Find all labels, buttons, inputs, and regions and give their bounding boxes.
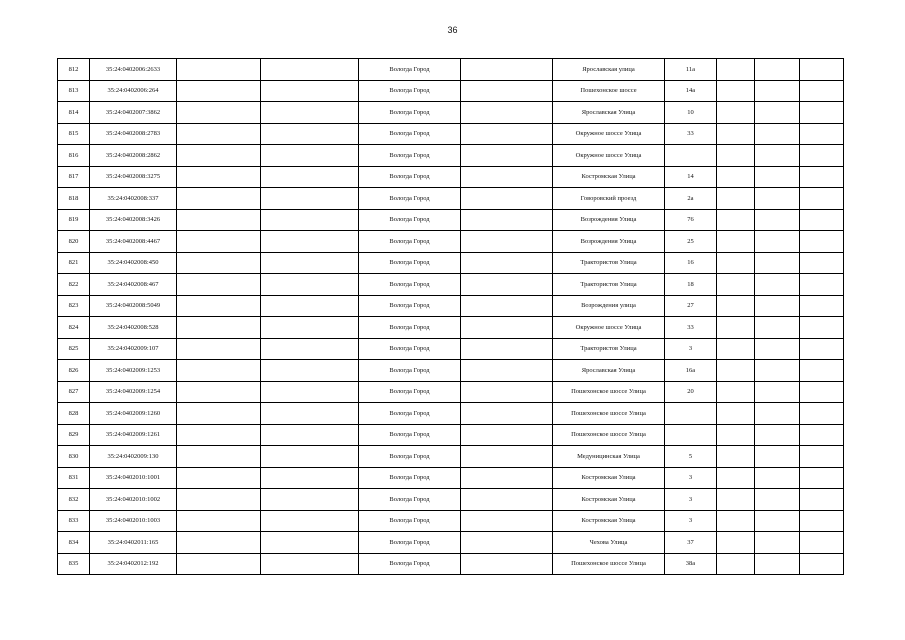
house-number-cell: 11а: [665, 59, 717, 81]
empty-cell: [177, 553, 261, 575]
empty-cell: [261, 403, 359, 425]
row-number-cell: 829: [58, 424, 90, 446]
empty-cell: [461, 532, 553, 554]
empty-cell: [461, 102, 553, 124]
cadastral-number-cell: 35:24:0402009:107: [90, 338, 177, 360]
city-cell: Вологда Город: [359, 188, 461, 210]
table-row: [58, 510, 844, 532]
row-number-cell: 814: [58, 102, 90, 124]
house-number-cell: 76: [665, 209, 717, 231]
empty-cell: [177, 446, 261, 468]
table-row: [58, 532, 844, 554]
empty-cell: [177, 467, 261, 489]
empty-cell: [177, 188, 261, 210]
city-cell: Вологда Город: [359, 317, 461, 339]
table-row: [58, 424, 844, 446]
city-cell: Вологда Город: [359, 424, 461, 446]
table-row: [58, 317, 844, 339]
empty-cell: [800, 510, 844, 532]
table-row: [58, 467, 844, 489]
house-number-cell: 33: [665, 317, 717, 339]
city-cell: Вологда Город: [359, 274, 461, 296]
empty-cell: [755, 467, 800, 489]
street-cell: Костромская Улица: [553, 166, 665, 188]
page-number: 36: [447, 25, 458, 35]
row-number-cell: 813: [58, 80, 90, 102]
cadastral-number-cell: 35:24:0402009:130: [90, 446, 177, 468]
empty-cell: [177, 424, 261, 446]
empty-cell: [177, 381, 261, 403]
table-row: [58, 166, 844, 188]
empty-cell: [755, 102, 800, 124]
cadastral-number-cell: 35:24:0402006:2633: [90, 59, 177, 81]
empty-cell: [717, 532, 755, 554]
cadastral-number-cell: 35:24:0402011:165: [90, 532, 177, 554]
empty-cell: [755, 274, 800, 296]
house-number-cell: 5: [665, 446, 717, 468]
street-cell: Костромская Улица: [553, 510, 665, 532]
empty-cell: [717, 231, 755, 253]
empty-cell: [177, 274, 261, 296]
empty-cell: [261, 188, 359, 210]
street-cell: Возрождения улица: [553, 295, 665, 317]
empty-cell: [461, 467, 553, 489]
row-number-cell: 819: [58, 209, 90, 231]
empty-cell: [261, 553, 359, 575]
cadastral-number-cell: 35:24:0402008:3426: [90, 209, 177, 231]
empty-cell: [755, 209, 800, 231]
row-number-cell: 831: [58, 467, 90, 489]
empty-cell: [261, 532, 359, 554]
empty-cell: [261, 145, 359, 167]
street-cell: Окружное шоссе Улица: [553, 317, 665, 339]
house-number-cell: 3: [665, 467, 717, 489]
empty-cell: [177, 80, 261, 102]
empty-cell: [261, 231, 359, 253]
street-cell: Пошехонское шоссе Улица: [553, 403, 665, 425]
empty-cell: [717, 188, 755, 210]
empty-cell: [261, 80, 359, 102]
empty-cell: [461, 424, 553, 446]
empty-cell: [261, 338, 359, 360]
empty-cell: [800, 360, 844, 382]
empty-cell: [755, 252, 800, 274]
empty-cell: [717, 338, 755, 360]
empty-cell: [800, 252, 844, 274]
empty-cell: [461, 274, 553, 296]
empty-cell: [755, 123, 800, 145]
row-number-cell: 832: [58, 489, 90, 511]
city-cell: Вологда Город: [359, 381, 461, 403]
cadastral-number-cell: 35:24:0402010:1002: [90, 489, 177, 511]
city-cell: Вологда Город: [359, 360, 461, 382]
row-number-cell: 823: [58, 295, 90, 317]
empty-cell: [717, 209, 755, 231]
cadastral-number-cell: 35:24:0402008:528: [90, 317, 177, 339]
empty-cell: [177, 209, 261, 231]
table-row: [58, 209, 844, 231]
empty-cell: [177, 532, 261, 554]
empty-cell: [177, 145, 261, 167]
table-row: [58, 123, 844, 145]
street-cell: Возрождения Улица: [553, 209, 665, 231]
cadastral-number-cell: 35:24:0402012:192: [90, 553, 177, 575]
house-number-cell: 3: [665, 489, 717, 511]
house-number-cell: 27: [665, 295, 717, 317]
empty-cell: [261, 446, 359, 468]
empty-cell: [800, 403, 844, 425]
empty-cell: [755, 317, 800, 339]
empty-cell: [261, 510, 359, 532]
table-row: [58, 80, 844, 102]
empty-cell: [461, 360, 553, 382]
empty-cell: [755, 166, 800, 188]
empty-cell: [261, 360, 359, 382]
city-cell: Вологда Город: [359, 403, 461, 425]
empty-cell: [461, 295, 553, 317]
house-number-cell: [665, 424, 717, 446]
city-cell: Вологда Город: [359, 295, 461, 317]
street-cell: Костромская Улица: [553, 467, 665, 489]
empty-cell: [800, 553, 844, 575]
house-number-cell: [665, 145, 717, 167]
city-cell: Вологда Город: [359, 446, 461, 468]
street-cell: Возрождения Улица: [553, 231, 665, 253]
empty-cell: [800, 188, 844, 210]
street-cell: Трактористов Улица: [553, 274, 665, 296]
cadastral-number-cell: 35:24:0402008:3275: [90, 166, 177, 188]
empty-cell: [717, 123, 755, 145]
street-cell: Пошехонское шоссе Улица: [553, 381, 665, 403]
empty-cell: [717, 489, 755, 511]
street-cell: Костромская Улица: [553, 489, 665, 511]
empty-cell: [461, 123, 553, 145]
empty-cell: [755, 295, 800, 317]
empty-cell: [261, 467, 359, 489]
cadastral-number-cell: 35:24:0402008:2783: [90, 123, 177, 145]
empty-cell: [461, 231, 553, 253]
empty-cell: [800, 274, 844, 296]
table-row: [58, 381, 844, 403]
empty-cell: [717, 59, 755, 81]
empty-cell: [800, 381, 844, 403]
empty-cell: [755, 338, 800, 360]
table-row: [58, 489, 844, 511]
cadastral-number-cell: 35:24:0402010:1001: [90, 467, 177, 489]
row-number-cell: 817: [58, 166, 90, 188]
empty-cell: [461, 209, 553, 231]
empty-cell: [261, 102, 359, 124]
empty-cell: [755, 553, 800, 575]
empty-cell: [177, 317, 261, 339]
empty-cell: [755, 59, 800, 81]
empty-cell: [755, 231, 800, 253]
city-cell: Вологда Город: [359, 102, 461, 124]
house-number-cell: 16а: [665, 360, 717, 382]
table-row: [58, 360, 844, 382]
empty-cell: [177, 360, 261, 382]
empty-cell: [800, 166, 844, 188]
row-number-cell: 822: [58, 274, 90, 296]
house-number-cell: 25: [665, 231, 717, 253]
city-cell: Вологда Город: [359, 59, 461, 81]
empty-cell: [717, 510, 755, 532]
house-number-cell: 10: [665, 102, 717, 124]
cadastral-number-cell: 35:24:0402008:5049: [90, 295, 177, 317]
street-cell: Пошехонское шоссе Улица: [553, 553, 665, 575]
empty-cell: [261, 317, 359, 339]
empty-cell: [177, 59, 261, 81]
empty-cell: [261, 295, 359, 317]
empty-cell: [177, 123, 261, 145]
empty-cell: [800, 338, 844, 360]
table-row: [58, 102, 844, 124]
empty-cell: [717, 424, 755, 446]
empty-cell: [177, 338, 261, 360]
table-row: [58, 338, 844, 360]
empty-cell: [717, 145, 755, 167]
row-number-cell: 825: [58, 338, 90, 360]
city-cell: Вологда Город: [359, 467, 461, 489]
row-number-cell: 820: [58, 231, 90, 253]
empty-cell: [717, 317, 755, 339]
empty-cell: [461, 446, 553, 468]
row-number-cell: 812: [58, 59, 90, 81]
empty-cell: [261, 59, 359, 81]
empty-cell: [461, 489, 553, 511]
empty-cell: [717, 446, 755, 468]
registry-body: [58, 59, 844, 575]
street-cell: Ярославская Улица: [553, 360, 665, 382]
empty-cell: [461, 510, 553, 532]
house-number-cell: 3: [665, 510, 717, 532]
table-row: [58, 231, 844, 253]
street-cell: Пошехонское шоссе Улица: [553, 424, 665, 446]
table-row: [58, 446, 844, 468]
cadastral-number-cell: 35:24:0402008:4467: [90, 231, 177, 253]
house-number-cell: 2а: [665, 188, 717, 210]
empty-cell: [800, 59, 844, 81]
empty-cell: [800, 145, 844, 167]
city-cell: Вологда Город: [359, 553, 461, 575]
empty-cell: [800, 295, 844, 317]
empty-cell: [261, 489, 359, 511]
empty-cell: [800, 489, 844, 511]
empty-cell: [461, 553, 553, 575]
empty-cell: [800, 102, 844, 124]
row-number-cell: 834: [58, 532, 90, 554]
cadastral-number-cell: 35:24:0402009:1260: [90, 403, 177, 425]
house-number-cell: 20: [665, 381, 717, 403]
row-number-cell: 821: [58, 252, 90, 274]
row-number-cell: 833: [58, 510, 90, 532]
empty-cell: [717, 381, 755, 403]
empty-cell: [755, 360, 800, 382]
empty-cell: [717, 295, 755, 317]
street-cell: Ярославская улица: [553, 59, 665, 81]
empty-cell: [461, 80, 553, 102]
empty-cell: [177, 403, 261, 425]
empty-cell: [261, 274, 359, 296]
city-cell: Вологда Город: [359, 209, 461, 231]
street-cell: Трактористов Улица: [553, 338, 665, 360]
row-number-cell: 818: [58, 188, 90, 210]
empty-cell: [461, 188, 553, 210]
street-cell: Пошехонское шоссе: [553, 80, 665, 102]
cadastral-number-cell: 35:24:0402007:3862: [90, 102, 177, 124]
empty-cell: [461, 59, 553, 81]
empty-cell: [177, 489, 261, 511]
empty-cell: [755, 188, 800, 210]
house-number-cell: 14: [665, 166, 717, 188]
empty-cell: [755, 532, 800, 554]
empty-cell: [717, 102, 755, 124]
street-cell: Говоровский проезд: [553, 188, 665, 210]
table-row: [58, 295, 844, 317]
city-cell: Вологда Город: [359, 145, 461, 167]
empty-cell: [261, 252, 359, 274]
table-row: [58, 188, 844, 210]
empty-cell: [717, 252, 755, 274]
table-row: [58, 59, 844, 81]
street-cell: Окружное шоссе Улица: [553, 123, 665, 145]
city-cell: Вологда Город: [359, 252, 461, 274]
street-cell: Трактористов Улица: [553, 252, 665, 274]
empty-cell: [461, 252, 553, 274]
empty-cell: [800, 209, 844, 231]
empty-cell: [717, 274, 755, 296]
empty-cell: [461, 381, 553, 403]
empty-cell: [461, 338, 553, 360]
cadastral-number-cell: 35:24:0402008:2862: [90, 145, 177, 167]
table-row: [58, 274, 844, 296]
city-cell: Вологда Город: [359, 231, 461, 253]
empty-cell: [755, 489, 800, 511]
empty-cell: [755, 403, 800, 425]
house-number-cell: [665, 403, 717, 425]
city-cell: Вологда Город: [359, 123, 461, 145]
street-cell: Окружное шоссе Улица: [553, 145, 665, 167]
table-row: [58, 252, 844, 274]
empty-cell: [717, 403, 755, 425]
empty-cell: [755, 381, 800, 403]
row-number-cell: 826: [58, 360, 90, 382]
city-cell: Вологда Город: [359, 510, 461, 532]
empty-cell: [261, 209, 359, 231]
cadastral-number-cell: 35:24:0402009:1261: [90, 424, 177, 446]
registry-table: [57, 58, 844, 575]
empty-cell: [755, 145, 800, 167]
row-number-cell: 830: [58, 446, 90, 468]
empty-cell: [177, 295, 261, 317]
empty-cell: [717, 553, 755, 575]
table-row: [58, 553, 844, 575]
house-number-cell: 14а: [665, 80, 717, 102]
row-number-cell: 827: [58, 381, 90, 403]
empty-cell: [800, 446, 844, 468]
cadastral-number-cell: 35:24:0402008:467: [90, 274, 177, 296]
cadastral-number-cell: 35:24:0402006:264: [90, 80, 177, 102]
empty-cell: [800, 424, 844, 446]
table-row: [58, 403, 844, 425]
empty-cell: [261, 424, 359, 446]
empty-cell: [177, 102, 261, 124]
empty-cell: [461, 166, 553, 188]
empty-cell: [755, 446, 800, 468]
empty-cell: [800, 467, 844, 489]
table-row: [58, 145, 844, 167]
empty-cell: [461, 403, 553, 425]
street-cell: Ярославская Улица: [553, 102, 665, 124]
row-number-cell: 824: [58, 317, 90, 339]
cadastral-number-cell: 35:24:0402008:450: [90, 252, 177, 274]
house-number-cell: 16: [665, 252, 717, 274]
empty-cell: [177, 166, 261, 188]
empty-cell: [800, 231, 844, 253]
empty-cell: [755, 510, 800, 532]
cadastral-number-cell: 35:24:0402010:1003: [90, 510, 177, 532]
city-cell: Вологда Город: [359, 489, 461, 511]
empty-cell: [261, 381, 359, 403]
row-number-cell: 815: [58, 123, 90, 145]
empty-cell: [261, 123, 359, 145]
empty-cell: [800, 123, 844, 145]
empty-cell: [717, 467, 755, 489]
house-number-cell: 38а: [665, 553, 717, 575]
house-number-cell: 18: [665, 274, 717, 296]
empty-cell: [755, 80, 800, 102]
empty-cell: [717, 166, 755, 188]
cadastral-number-cell: 35:24:0402009:1254: [90, 381, 177, 403]
city-cell: Вологда Город: [359, 80, 461, 102]
empty-cell: [800, 317, 844, 339]
city-cell: Вологда Город: [359, 338, 461, 360]
city-cell: Вологда Город: [359, 532, 461, 554]
empty-cell: [800, 80, 844, 102]
empty-cell: [177, 252, 261, 274]
empty-cell: [461, 145, 553, 167]
city-cell: Вологда Город: [359, 166, 461, 188]
street-cell: Чехова Улица: [553, 532, 665, 554]
cadastral-number-cell: 35:24:0402009:1253: [90, 360, 177, 382]
house-number-cell: 33: [665, 123, 717, 145]
cadastral-number-cell: 35:24:0402008:337: [90, 188, 177, 210]
house-number-cell: 37: [665, 532, 717, 554]
empty-cell: [461, 317, 553, 339]
empty-cell: [261, 166, 359, 188]
row-number-cell: 816: [58, 145, 90, 167]
empty-cell: [177, 231, 261, 253]
street-cell: Медуницинская Улица: [553, 446, 665, 468]
row-number-cell: 828: [58, 403, 90, 425]
empty-cell: [717, 80, 755, 102]
empty-cell: [717, 360, 755, 382]
empty-cell: [755, 424, 800, 446]
row-number-cell: 835: [58, 553, 90, 575]
house-number-cell: 3: [665, 338, 717, 360]
empty-cell: [177, 510, 261, 532]
empty-cell: [800, 532, 844, 554]
